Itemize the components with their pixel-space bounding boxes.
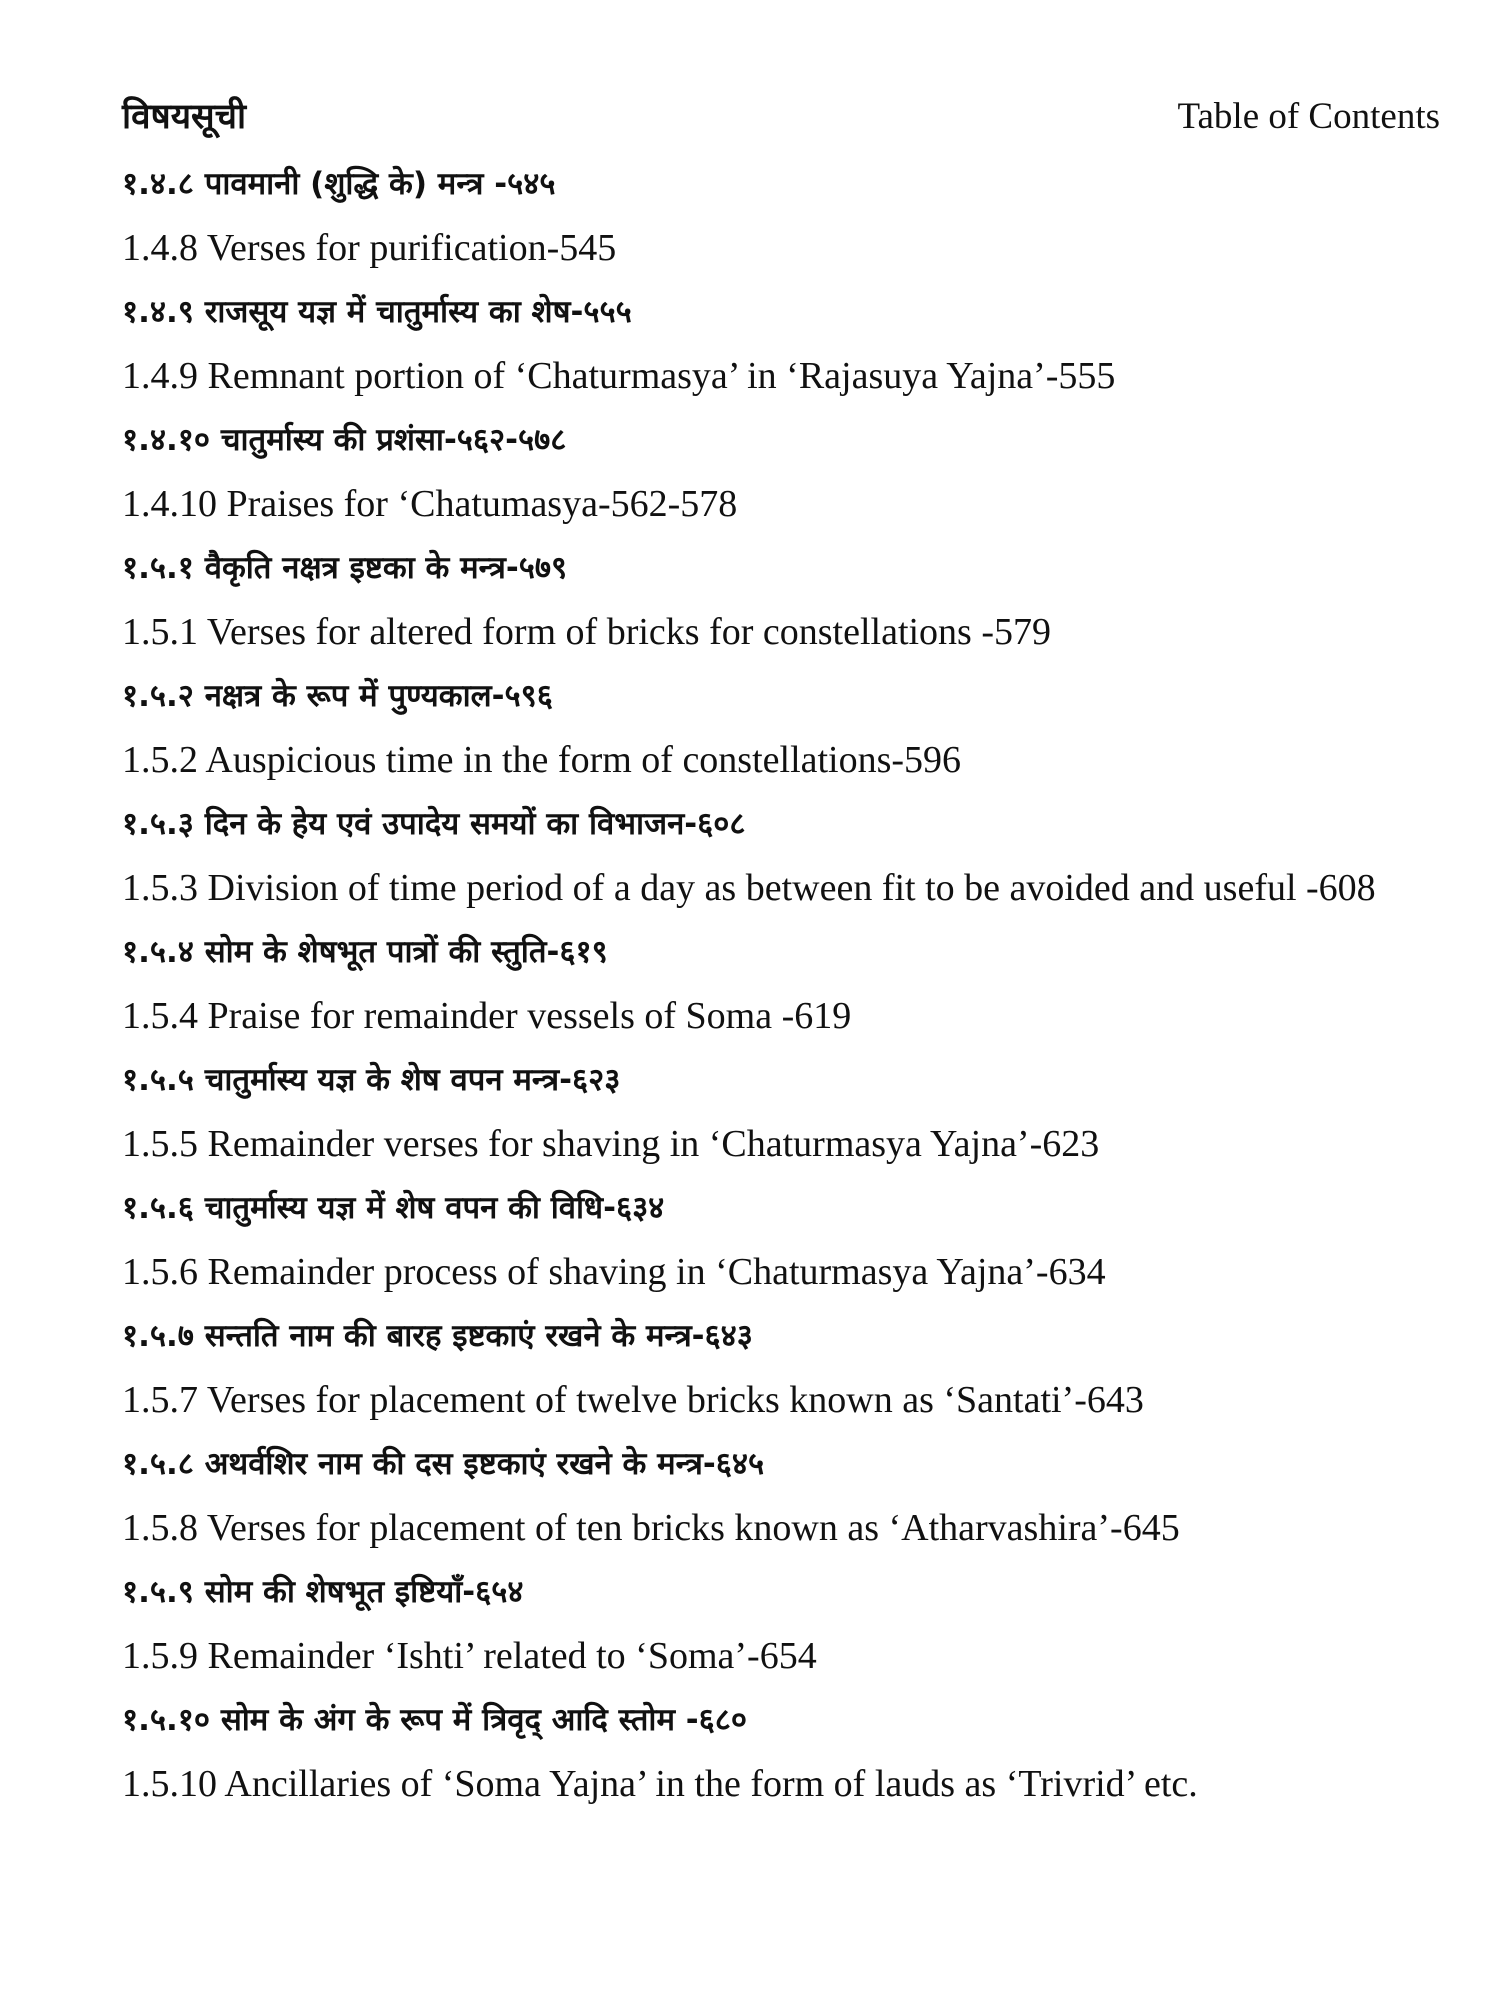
toc-entry-hindi: १.५.१ वैकृति नक्षत्र इष्टका के मन्त्र-५७९ [122, 550, 568, 586]
toc-entry-english: 1.4.9 Remnant portion of ‘Chaturmasya’ in ‘Rajasuya Yajna’-555 [122, 355, 1116, 397]
toc-entry [122, 1432, 1440, 1560]
toc-entry-hindi: १.५.८ अथर्वशिर नाम की दस इष्टकाएं रखने के मन्त्र-६४५ [122, 1446, 765, 1482]
toc-entry-hindi: १.५.७ सन्तति नाम की बारह इष्टकाएं रखने के मन्त्र-६४३ [122, 1318, 753, 1354]
toc-entry-hindi: १.५.२ नक्षत्र के रूप में पुण्यकाल-५९६ [122, 678, 553, 714]
toc-entry-hindi: १.५.९ सोम की शेषभूत इष्टियाँ-६५४ [122, 1574, 524, 1610]
toc-entry [122, 792, 1440, 920]
toc-entry [122, 664, 1440, 792]
toc-entry [122, 408, 1440, 536]
toc-entry [122, 536, 1440, 664]
toc-entry-english: 1.4.10 Praises for ‘Chatumasya-562-578 [122, 483, 738, 525]
toc-entry-english: 1.4.8 Verses for purification-545 [122, 227, 617, 269]
toc-entry-english: 1.5.1 Verses for altered form of bricks for constellations -579 [122, 611, 1051, 653]
toc-entry-english: 1.5.5 Remainder verses for shaving in ‘Chaturmasya Yajna’-623 [122, 1123, 1100, 1165]
hindi-title: विषयसूची [122, 97, 247, 137]
toc-entry-english: 1.5.3 Division of time period of a day as between fit to be avoided and useful -608 [122, 867, 1376, 909]
toc-header [122, 92, 1440, 152]
toc-entry-hindi: १.४.९ राजसूय यज्ञ में चातुर्मास्य का शेष-५५५ [122, 294, 632, 330]
toc-entry-english: 1.5.4 Praise for remainder vessels of Soma -619 [122, 995, 852, 1037]
toc-entry-english: 1.5.7 Verses for placement of twelve bricks known as ‘Santati’-643 [122, 1379, 1144, 1421]
toc-entry-hindi: १.५.१० सोम के अंग के रूप में त्रिवृद् आदि स्तोम -६८० [122, 1702, 747, 1738]
toc-entry-hindi: १.४.१० चातुर्मास्य की प्रशंसा-५६२-५७८ [122, 422, 567, 458]
toc-entry-english: 1.5.2 Auspicious time in the form of constellations-596 [122, 739, 962, 781]
toc-entry-english: 1.5.6 Remainder process of shaving in ‘Chaturmasya Yajna’-634 [122, 1251, 1106, 1293]
toc-entry [122, 280, 1440, 408]
toc-entry-english: 1.5.8 Verses for placement of ten bricks known as ‘Atharvashira’-645 [122, 1507, 1180, 1549]
toc-entry [122, 1560, 1440, 1688]
english-title: Table of Contents [1177, 96, 1440, 137]
toc-entry-hindi: १.५.५ चातुर्मास्य यज्ञ के शेष वपन मन्त्र-६२३ [122, 1062, 621, 1098]
toc-entry [122, 920, 1440, 1048]
toc-entry [122, 1304, 1440, 1432]
toc-entry [122, 1048, 1440, 1176]
toc-entry [122, 1688, 1440, 1816]
toc-entry-hindi: १.५.६ चातुर्मास्य यज्ञ में शेष वपन की विधि-६३४ [122, 1190, 665, 1226]
toc-entry-list [122, 152, 1440, 1816]
toc-entry-english: 1.5.10 Ancillaries of ‘Soma Yajna’ in the form of lauds as ‘Trivrid’ etc. [122, 1763, 1198, 1805]
toc-entry [122, 152, 1440, 280]
toc-entry-hindi: १.४.८ पावमानी (शुद्धि के) मन्त्र -५४५ [122, 166, 556, 202]
toc-entry-english: 1.5.9 Remainder ‘Ishti’ related to ‘Soma’-654 [122, 1635, 817, 1677]
toc-entry-hindi: १.५.३ दिन के हेय एवं उपादेय समयों का विभाजन-६०८ [122, 806, 746, 842]
toc-entry-hindi: १.५.४ सोम के शेषभूत पात्रों की स्तुति-६१९ [122, 934, 608, 970]
toc-entry [122, 1176, 1440, 1304]
